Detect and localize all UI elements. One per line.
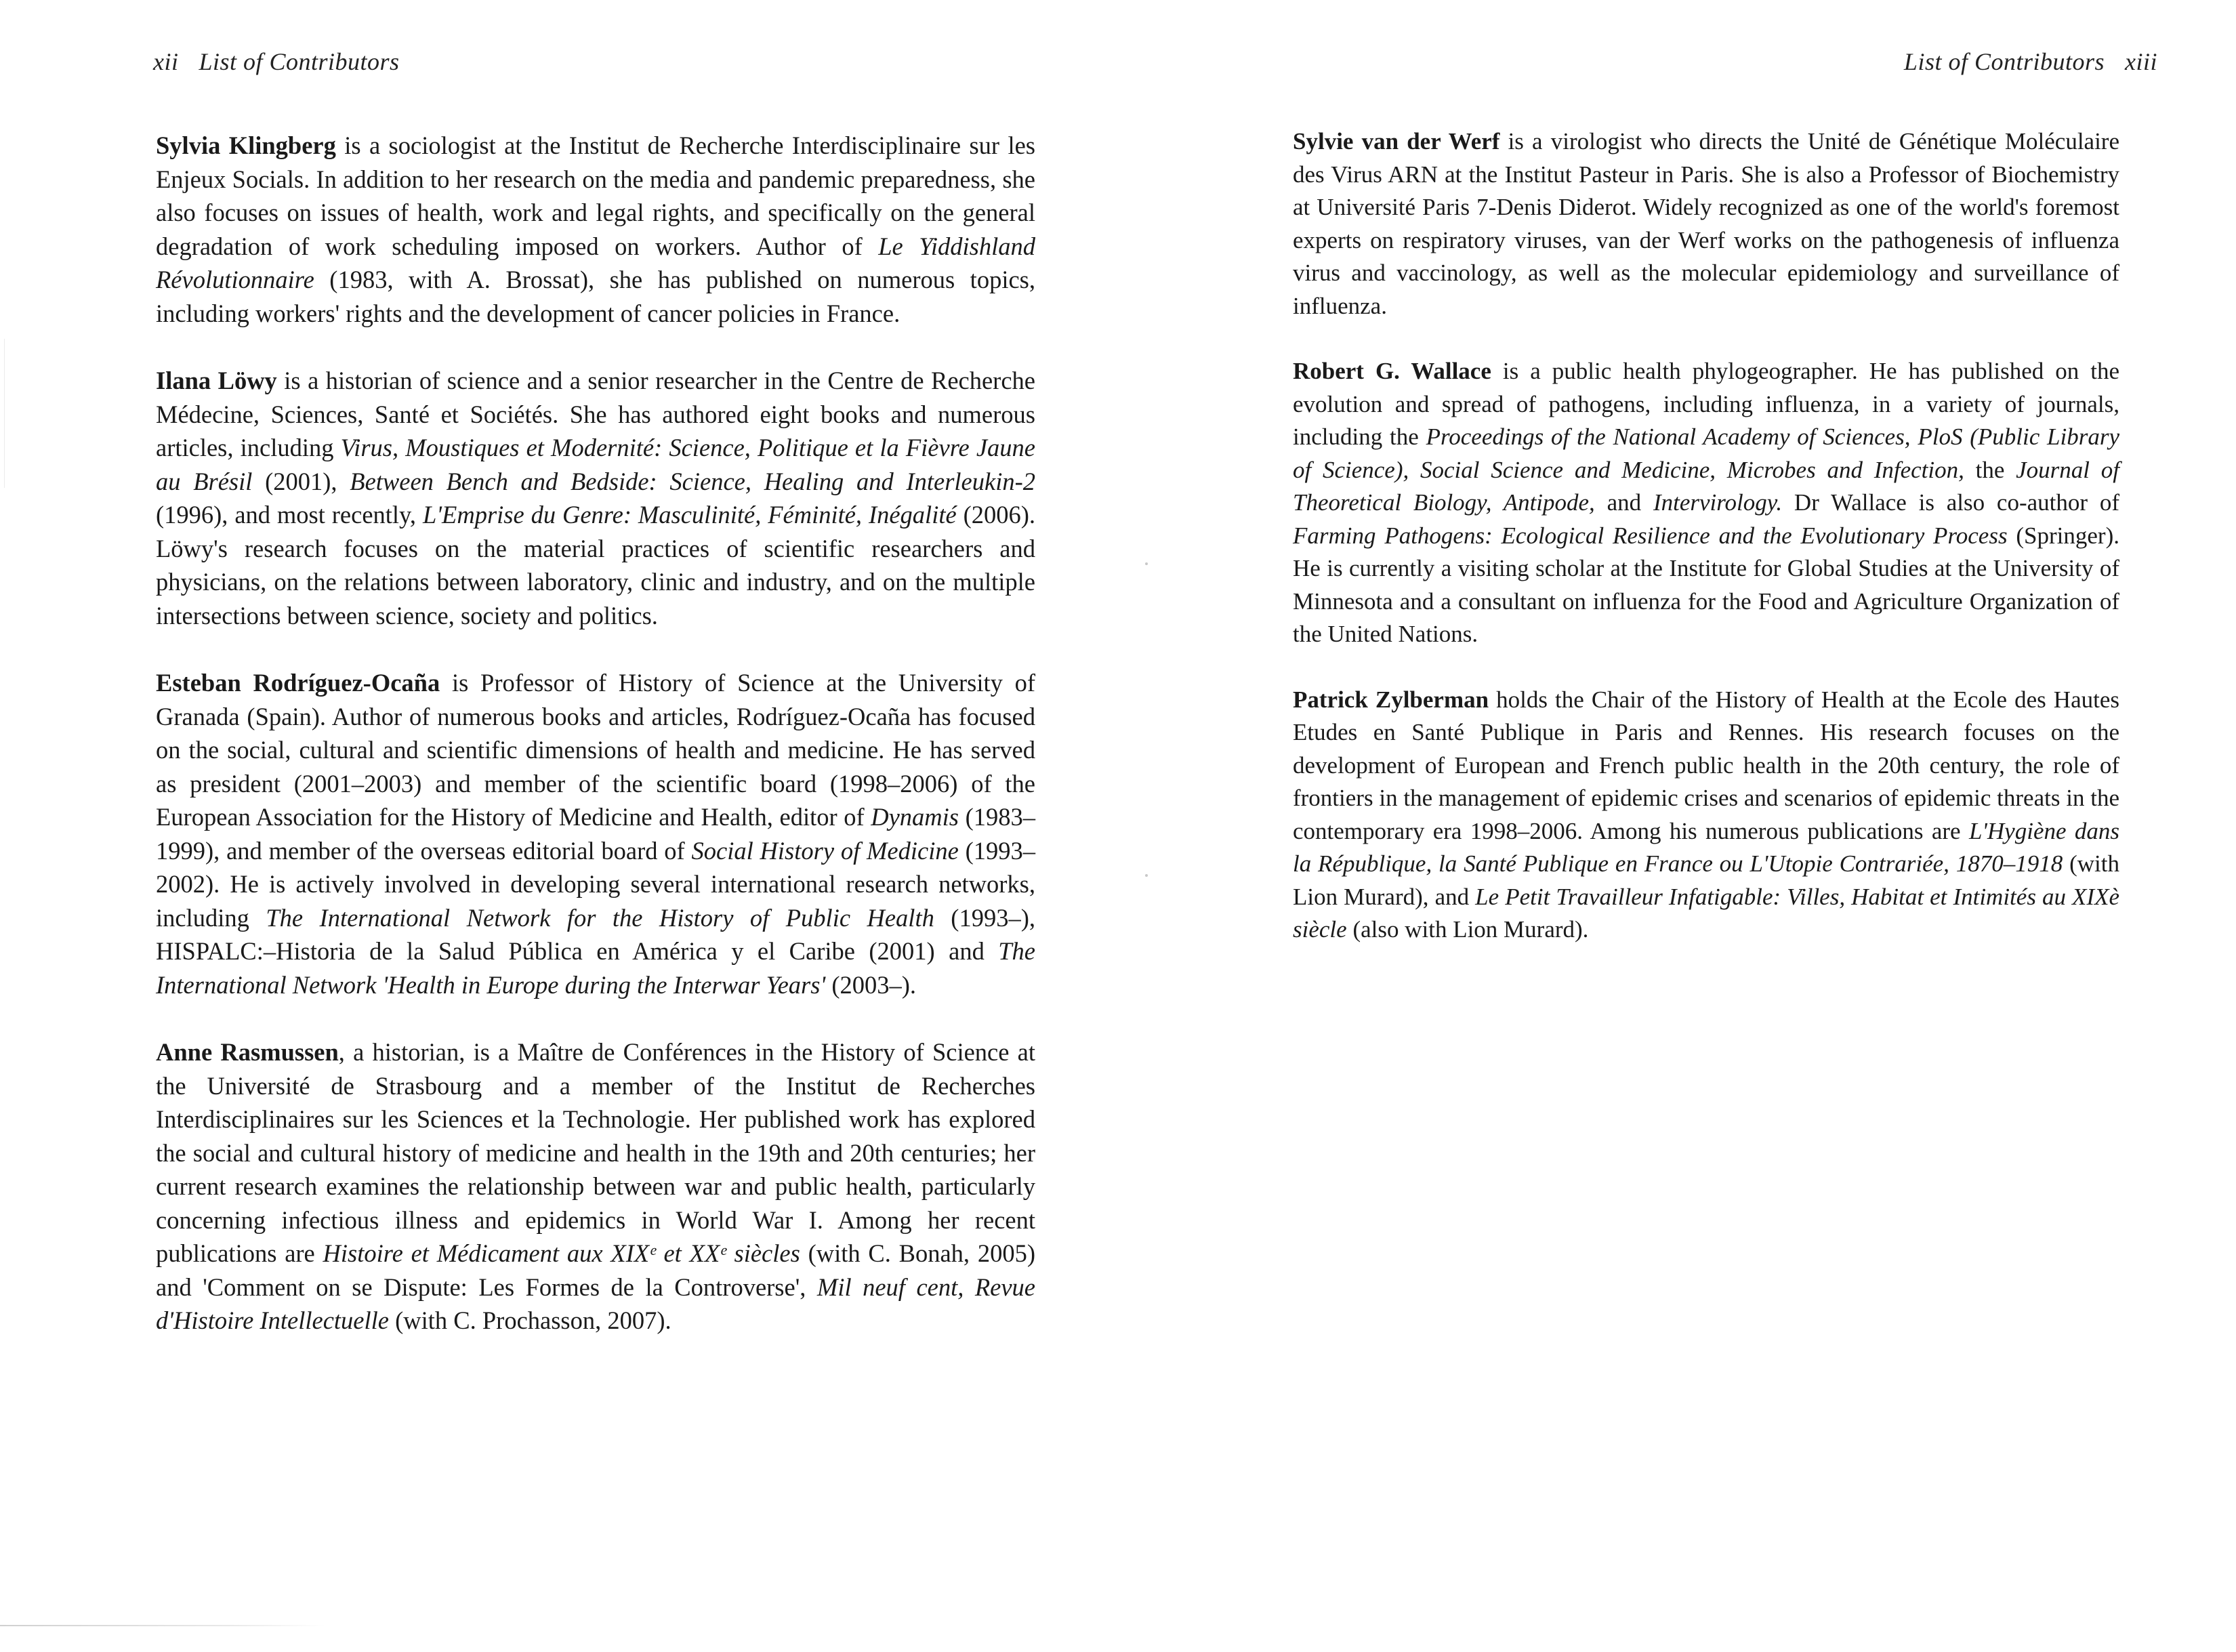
entry-text: Dr Wallace is also co-author of [1782, 489, 2119, 516]
entry-text: (also with Lion Murard). [1346, 916, 1589, 943]
publication-title: Virus, Moustiques et Modernité: Science, Politique et la Fièvre Jaune au Brésil [156, 434, 1035, 495]
entry-text: (with C. Prochasson, 2007). [388, 1306, 671, 1334]
contributor-name: Ilana Löwy [156, 367, 277, 394]
page-number: xiii [2125, 48, 2157, 75]
publication-title: The International Network for the History of Public Health [266, 903, 934, 932]
contributor-entry [1293, 355, 2119, 651]
entry-text: (2003–). [825, 970, 917, 999]
contributor-entry [156, 1035, 1035, 1338]
running-head-title: List of Contributors [199, 48, 400, 75]
entry-text: (2001), [252, 467, 350, 495]
publication-title: Journal of Theoretical Biology, Antipode, [1293, 456, 2119, 516]
entry-text: (with C. Bonah, 2005) and 'Comment on se Dispute: Les Formes de la Controverse', [156, 1239, 1035, 1301]
publication-title: Social History of Medicine [691, 836, 959, 865]
publication-title: Intervirology. [1653, 489, 1783, 516]
entry-text: is a public health phylogeographer. He has published on the evolution and spread of pathogens, including influenza, in a variety of journals, including the [1293, 358, 2119, 450]
right-page [1118, 0, 2236, 1652]
contributor-name: Esteban Rodríguez-Ocaña [156, 669, 440, 697]
entry-text: and [1594, 489, 1653, 516]
publication-title: L'Hygiène dans la République, la Santé Publique en France ou L'Utopie Contrariée, 1870–1918 [1293, 817, 2119, 877]
publication-title: Le Yiddishland Révolutionnaire [156, 232, 1035, 293]
entry-text: (1983, with A. Brossat), she has published on numerous topics, including workers' rights and the development of cancer policies in France. [156, 266, 1035, 327]
contributor-name: Sylvia Klingberg [156, 131, 336, 159]
entry-text: (Springer). He is currently a visiting scholar at the Institute for Global Studies at the University of Minnesota and a consultant on influenza for the Food and Agriculture Organization of the United Nations. [1293, 522, 2119, 647]
running-head-left [153, 47, 400, 76]
running-head-right [1904, 47, 2157, 76]
entry-text: (2006). Löwy's research focuses on the material practices of scientific researchers and physicians, on the relations between laboratory, clinic and industry, and on the multiple intersections between science, society and politics. [156, 501, 1036, 629]
publication-title: Proceedings of the National Academy of Sciences, PloS (Public Library of Science), Social Science and Medicine, Microbes and Infection, [1293, 424, 2120, 483]
scan-speck [1145, 562, 1148, 565]
entry-text: , a historian, is a Maître de Conférences in the History of Science at the Université de Strasbourg and a member of the Institut de Recherches Interdisciplinaires sur les Sciences et la Technologie. Her published work has explored the social and cultural history of medicine and health in the 19th and 20th centuries; her current research examines the relationship between war and public health, particularly concerning infectious illness and epidemics in World War I. Among her recent publications are [156, 1038, 1035, 1267]
entry-text: is a historian of science and a senior researcher in the Centre de Recherche Médecine, Sciences, Santé et Sociétés. She has authored eight books and numerous articles, including [156, 367, 1035, 461]
entry-text: holds the Chair of the History of Health at the Ecole des Hautes Etudes en Santé Publique in Paris and Rennes. His research focuses on the development of European and French public health in the 20th century, the role of frontiers in the management of epidemic crises and scenarios of epidemic threats in the contemporary era 1998–2006. Among his numerous publications are [1293, 686, 2119, 844]
contributor-list [1293, 125, 2119, 979]
publication-title: Dynamis [871, 803, 959, 831]
publication-title: L'Emprise du Genre: Masculinité, Féminité, Inégalité [422, 501, 957, 529]
entry-text: (1993–2002). He is actively involved in developing several international research networks, including [156, 836, 1035, 932]
publication-title: Histoire et Médicament aux XIXᵉ et XXᵉ siècles [323, 1239, 800, 1267]
entry-text: (1993–), HISPALC:–Historia de la Salud Pública en América y el Caribe (2001) and [156, 903, 1035, 965]
contributor-entry [1293, 684, 2119, 947]
contributor-name: Robert G. Wallace [1293, 358, 1491, 384]
entry-text: is a sociologist at the Institut de Recherche Interdisciplinaire sur les Enjeux Socials. In addition to her research on the media and pandemic preparedness, she also focuses on issues of health, work and legal rights, and specifically on the general degradation of work scheduling imposed on workers. Author of [156, 131, 1035, 260]
contributor-entry [1293, 125, 2119, 323]
entry-text: (with Lion Murard), and [1293, 850, 2119, 910]
running-head-title: List of Contributors [1903, 48, 2105, 75]
contributor-name: Anne Rasmussen [156, 1038, 339, 1066]
publication-title: The International Network 'Health in Europe during the Interwar Years' [156, 937, 1035, 999]
scan-edge-mark [4, 339, 5, 488]
entry-text: (1983–1999), and member of the overseas editorial board of [156, 803, 1035, 865]
entry-text: is Professor of History of Science at the University of Granada (Spain). Author of numerous books and articles, Rodríguez-Ocaña has focused on the social, cultural and scientific dimensions of health and medicine. He has served as president (2001–2003) and member of the scientific board (1998–2006) of the European Association for the History of Medicine and Health, editor of [156, 669, 1035, 831]
publication-title: Le Petit Travailleur Infatigable: Villes, Habitat et Intimités au XIXè siècle [1293, 883, 2119, 943]
contributor-list [156, 129, 1035, 1371]
entry-text: is a virologist who directs the Unité de Génétique Moléculaire des Virus ARN at the Institut Pasteur in Paris. She is also a Professor of Biochemistry at Université Paris 7-Denis Diderot. Widely recognized as one of the world's foremost experts on respiratory viruses, van der Werf works on the pathogenesis of influenza virus and vaccinology, as well as the molecular epidemiology and surveillance of influenza. [1293, 128, 2119, 319]
publication-title: Between Bench and Bedside: Science, Healing and Interleukin-2 [350, 467, 1036, 495]
contributor-entry [156, 364, 1035, 632]
entry-text: the [1964, 456, 2016, 483]
contributor-name: Patrick Zylberman [1293, 686, 1489, 713]
contributor-name: Sylvie van der Werf [1293, 128, 1500, 154]
publication-title: Mil neuf cent, Revue d'Histoire Intellectuelle [156, 1273, 1036, 1334]
publication-title: Farming Pathogens: Ecological Resilience and the Evolutionary Process [1293, 522, 2008, 549]
contributor-entry [156, 129, 1035, 330]
scan-speck [1145, 874, 1148, 877]
page-number: xii [153, 48, 179, 75]
contributor-entry [156, 666, 1035, 1001]
scan-edge-line [0, 1625, 325, 1626]
entry-text: (1996), and most recently, [156, 501, 423, 529]
